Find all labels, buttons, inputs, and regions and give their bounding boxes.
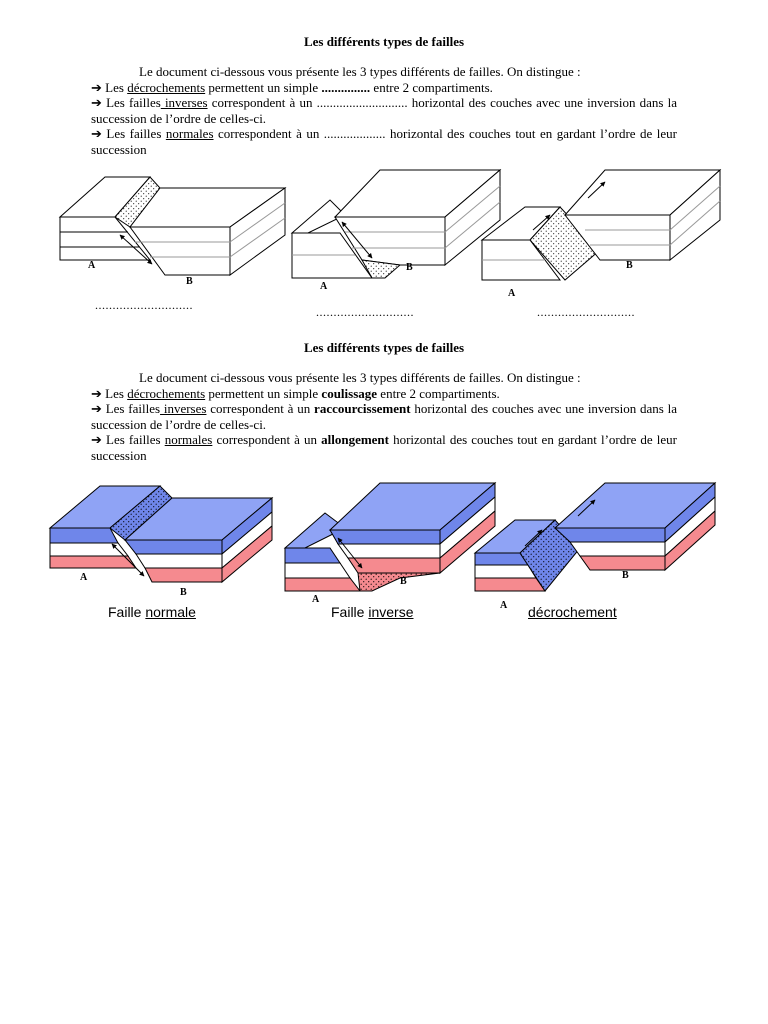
arrow-icon: ➔ — [91, 401, 102, 416]
section2-text — [91, 370, 677, 463]
section2-line3: ➔ Les failles normales correspondent à un allongement horizontal des couches tout en gardant l’ordre de leur succession — [91, 432, 677, 463]
label-a: A — [508, 288, 516, 299]
arrow-icon: ➔ — [91, 385, 102, 401]
section1-text — [91, 64, 677, 157]
blank-field: ................... — [323, 126, 386, 141]
section1-intro: Le document ci-dessous vous présente les 3 types différents de failles. On distingue : — [139, 64, 581, 79]
caption-inverse: Faille inverse — [331, 604, 414, 620]
section1-diagrams — [0, 160, 768, 320]
answer-word: coulissage — [321, 385, 378, 401]
diagram-strike-slip-colored — [475, 483, 715, 591]
label-b: B — [400, 576, 407, 587]
section1-line1: ➔ Les décrochements permettent un simple ............... entre 2 compartiments. — [91, 79, 493, 95]
label-a: A — [88, 260, 96, 271]
label-b: B — [406, 262, 413, 273]
section1-line2: ➔ Les failles inverses correspondent à un ............................ horizontal des couches avec une inversion dans la succession de l’ordre de celles-ci. — [91, 95, 677, 126]
label-b: B — [180, 587, 187, 598]
section2-line1: ➔ Les décrochements permettent un simple coulissage entre 2 compartiments. — [91, 385, 500, 401]
label-b: B — [626, 260, 633, 271]
label-a: A — [500, 600, 508, 608]
blank-field: ............... — [321, 79, 371, 95]
diagram-reverse-fault-colored — [285, 483, 495, 591]
diagram-normal-fault-colored — [50, 486, 272, 582]
arrow-icon: ➔ — [91, 126, 102, 141]
arrow-icon: ➔ — [91, 432, 102, 447]
label-b: B — [622, 570, 629, 581]
answer-blank-1: ............................ — [95, 298, 193, 312]
diagram-strike-slip — [482, 170, 720, 280]
answer-blank-3: ............................ — [537, 305, 635, 319]
diagram-reverse-fault — [292, 170, 500, 278]
section2-title: Les différents types de failles — [303, 340, 465, 355]
answer-word: allongement — [321, 432, 389, 447]
section2-diagrams — [0, 478, 768, 608]
section2-intro: Le document ci-dessous vous présente les 3 types différents de failles. On distingue : — [139, 370, 581, 385]
caption-normal: Faille normale — [108, 604, 196, 620]
blank-field: ............................ — [316, 95, 408, 110]
section1-line3: ➔ Les failles normales correspondent à un ................... horizontal des couches tout en gardant l’ordre de leur succession — [91, 126, 677, 157]
arrow-icon: ➔ — [91, 95, 102, 110]
answer-word: raccourcissement — [314, 401, 411, 416]
label-a: A — [312, 594, 320, 605]
section1-title: Les différents types de failles — [303, 34, 465, 49]
section2-line2: ➔ Les failles inverses correspondent à un raccourcissement horizontal des couches avec une inversion dans la succession de l’ordre de celles-ci. — [91, 401, 677, 432]
label-a: A — [80, 572, 88, 583]
answer-blank-2: ............................ — [316, 305, 414, 319]
label-b: B — [186, 276, 193, 287]
label-a: A — [320, 281, 328, 292]
arrow-icon: ➔ — [91, 79, 102, 95]
caption-strike-slip: décrochement — [528, 604, 617, 620]
